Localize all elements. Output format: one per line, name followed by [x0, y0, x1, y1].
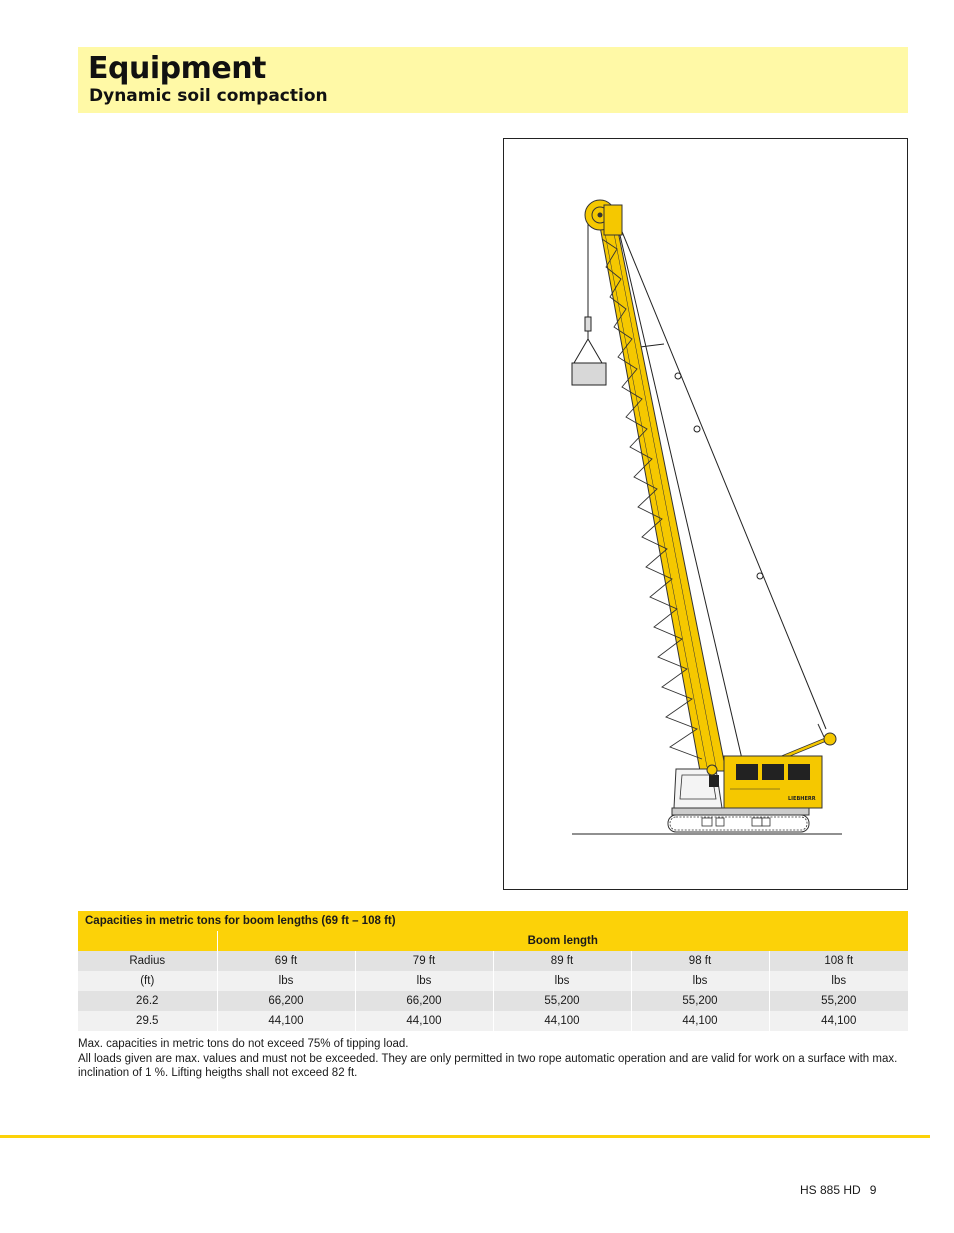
table-cell: 55,200	[631, 991, 769, 1011]
table-cell: (ft)	[78, 971, 217, 991]
machine-brand: LIEBHERR	[788, 796, 816, 802]
capacity-table	[78, 911, 908, 1031]
footer-model: HS 885 HD	[800, 1183, 861, 1197]
table-cell: 79 ft	[355, 951, 493, 971]
table-cell: 44,100	[631, 1011, 769, 1031]
table-cell: lbs	[493, 971, 631, 991]
table-cell: lbs	[631, 971, 769, 991]
table-cell: Radius	[78, 951, 217, 971]
table-cell: 44,100	[769, 1011, 908, 1031]
table-cell: 66,200	[217, 991, 355, 1011]
table-caption: Capacities in metric tons for boom lengths (69 ft – 108 ft)	[78, 911, 908, 931]
table-cell: 29.5	[78, 1011, 217, 1031]
crane-figure	[503, 138, 908, 890]
table-header-empty	[78, 931, 217, 951]
table-cell: 66,200	[355, 991, 493, 1011]
table-cell: 26.2	[78, 991, 217, 1011]
table-header-row	[78, 931, 908, 951]
crawler-crane-icon	[504, 139, 907, 889]
page-title: Equipment	[88, 51, 266, 86]
table-notes	[78, 1037, 908, 1081]
table-cell: 55,200	[493, 991, 631, 1011]
table-cell: 89 ft	[493, 951, 631, 971]
table-group-header: Boom length	[217, 931, 908, 951]
page-subtitle: Dynamic soil compaction	[89, 86, 328, 106]
footer	[800, 1183, 876, 1197]
table-cell: lbs	[355, 971, 493, 991]
table-cell: lbs	[217, 971, 355, 991]
footer-rule	[0, 1135, 930, 1138]
table-caption-row	[78, 911, 908, 931]
table-row	[78, 951, 908, 971]
table-row	[78, 971, 908, 991]
table-cell: 55,200	[769, 991, 908, 1011]
table-cell: 44,100	[493, 1011, 631, 1031]
table-row	[78, 1011, 908, 1031]
note-capacity: Max. capacities in metric tons do not exceed 75% of tipping load.	[78, 1038, 409, 1050]
table-cell: 98 ft	[631, 951, 769, 971]
table-cell: 69 ft	[217, 951, 355, 971]
page-number: 9	[869, 1183, 877, 1197]
header-band	[78, 47, 908, 113]
table-cell: 44,100	[217, 1011, 355, 1031]
table-cell: 44,100	[355, 1011, 493, 1031]
table-row	[78, 991, 908, 1011]
table-cell: 108 ft	[769, 951, 908, 971]
note-loads: All loads given are max. values and must not be exceeded. They are only permitted in two rope automatic operation and are valid for work on a surface with max. inclination of 1 %. Lifting heigths shall not exceed 82 ft.	[78, 1052, 898, 1079]
table-cell: lbs	[769, 971, 908, 991]
